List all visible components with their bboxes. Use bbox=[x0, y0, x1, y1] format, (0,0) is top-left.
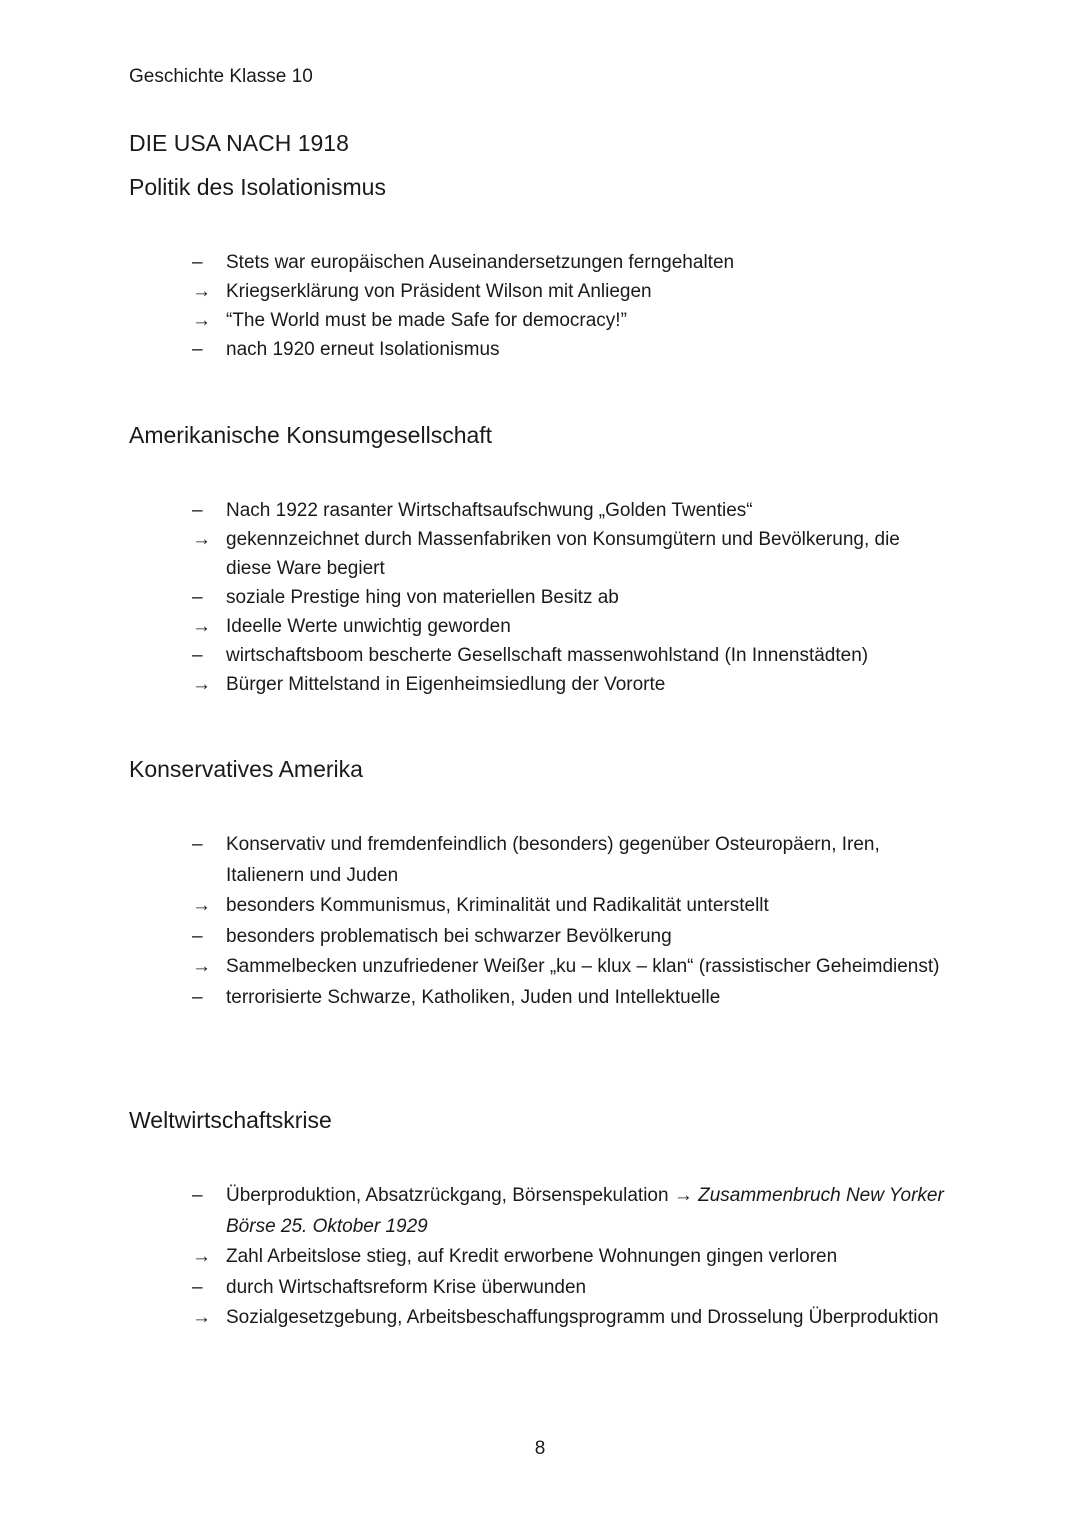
list-marker: – bbox=[192, 925, 203, 947]
list-item-text: besonders Kommunismus, Kriminalität und Radikalität unterstellt bbox=[226, 895, 769, 916]
list-item bbox=[190, 983, 950, 1014]
section-heading-isolationismus: Politik des Isolationismus bbox=[129, 174, 386, 200]
bullet-list-konsumgesellschaft bbox=[190, 496, 950, 699]
section-heading-konservatives-amerika: Konservatives Amerika bbox=[129, 756, 363, 782]
list-marker: – bbox=[192, 1185, 203, 1206]
list-item bbox=[190, 335, 950, 364]
list-item-text: Konservativ und fremdenfeindlich (besonders) gegenüber Osteuropäern, Iren, Italienern und Juden bbox=[226, 834, 880, 886]
list-item-text: Ideelle Werte unwichtig geworden bbox=[226, 616, 511, 637]
list-marker: – bbox=[192, 587, 203, 608]
list-marker: → bbox=[192, 281, 211, 302]
list-item bbox=[190, 583, 950, 612]
list-item bbox=[190, 670, 950, 699]
list-item bbox=[190, 1181, 950, 1242]
list-item bbox=[190, 1303, 950, 1334]
list-marker: – bbox=[192, 834, 203, 855]
page-number: 8 bbox=[534, 1438, 546, 1459]
bullet-list-weltwirtschaftskrise bbox=[190, 1181, 950, 1334]
list-marker: – bbox=[192, 339, 203, 360]
list-item-text: terrorisierte Schwarze, Katholiken, Juden und Intellektuelle bbox=[226, 986, 721, 1008]
list-item-text: Bürger Mittelstand in Eigenheimsiedlung der Vororte bbox=[226, 674, 666, 695]
list-item-text: “The World must be made Safe for democracy!” bbox=[226, 310, 627, 331]
list-item bbox=[190, 525, 950, 583]
list-item-text: Überproduktion, Absatzrückgang, Börsenspekulation → bbox=[226, 1185, 699, 1206]
list-item-text: besonders problematisch bei schwarzer Bevölkerung bbox=[226, 925, 672, 947]
list-item-emphasis: Zusammenbruch New Yorker Börse 25. Oktober 1929 bbox=[226, 1185, 944, 1237]
list-item bbox=[190, 952, 950, 983]
list-item-text: Sozialgesetzgebung, Arbeitsbeschaffungsprogramm und Drosselung Überproduktion bbox=[226, 1307, 939, 1328]
list-marker: → bbox=[192, 529, 211, 550]
list-item-text: Kriegserklärung von Präsident Wilson mit Anliegen bbox=[226, 281, 652, 302]
list-marker: → bbox=[192, 310, 211, 331]
list-marker: → bbox=[192, 674, 211, 695]
list-item-text: Zahl Arbeitslose stieg, auf Kredit erworbene Wohnungen gingen verloren bbox=[226, 1246, 838, 1267]
list-item-text: soziale Prestige hing von materiellen Besitz ab bbox=[226, 587, 619, 608]
list-item-text: Sammelbecken unzufriedener Weißer „ku – klux – klan“ (rassistischer Geheimdienst) bbox=[226, 956, 940, 977]
bullet-list-konservatives-amerika bbox=[190, 830, 950, 1013]
bullet-list-isolationismus bbox=[190, 248, 950, 364]
list-marker: → bbox=[192, 956, 211, 977]
section-heading-konsumgesellschaft: Amerikanische Konsumgesellschaft bbox=[129, 422, 493, 448]
list-item-text: nach 1920 erneut Isolationismus bbox=[226, 339, 500, 360]
list-marker: – bbox=[192, 1276, 203, 1298]
page-title: DIE USA NACH 1918 bbox=[129, 130, 349, 156]
list-marker: → bbox=[192, 616, 211, 637]
list-item bbox=[190, 612, 950, 641]
list-marker: – bbox=[192, 986, 203, 1008]
list-marker: → bbox=[192, 1307, 211, 1328]
list-item bbox=[190, 922, 950, 953]
list-marker: – bbox=[192, 500, 203, 521]
list-marker: → bbox=[192, 895, 211, 916]
list-item bbox=[190, 891, 950, 922]
list-item bbox=[190, 830, 950, 891]
list-item-text: durch Wirtschaftsreform Krise überwunden bbox=[226, 1276, 587, 1298]
list-item bbox=[190, 277, 950, 306]
list-item bbox=[190, 306, 950, 335]
list-item-text: gekennzeichnet durch Massenfabriken von Konsumgütern und Bevölkerung, die diese Ware begiert bbox=[226, 529, 900, 579]
list-item bbox=[190, 496, 950, 525]
list-item bbox=[190, 248, 950, 277]
list-item bbox=[190, 641, 950, 670]
section-heading-weltwirtschaftskrise: Weltwirtschaftskrise bbox=[129, 1107, 332, 1133]
list-item-text: Stets war europäischen Auseinandersetzungen ferngehalten bbox=[226, 252, 735, 273]
list-marker: – bbox=[192, 252, 203, 273]
list-item bbox=[190, 1273, 950, 1304]
document-header: Geschichte Klasse 10 bbox=[129, 66, 313, 87]
list-marker: – bbox=[192, 645, 203, 666]
list-item-text: Nach 1922 rasanter Wirtschaftsaufschwung „Golden Twenties“ bbox=[226, 500, 753, 521]
list-item-text: wirtschaftsboom bescherte Gesellschaft massenwohlstand (In Innenstädten) bbox=[226, 645, 869, 666]
list-marker: → bbox=[192, 1246, 211, 1267]
list-item bbox=[190, 1242, 950, 1273]
